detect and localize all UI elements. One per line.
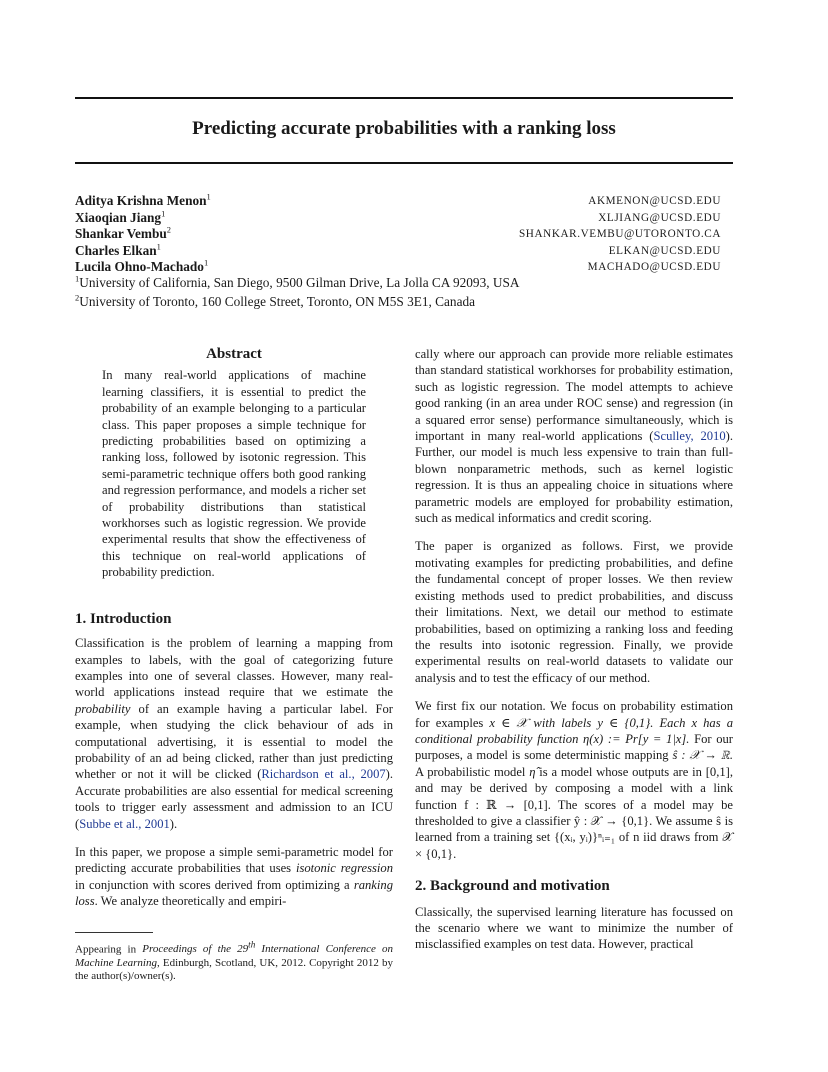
abstract-heading: Abstract (206, 346, 262, 362)
author-name: Lucila Ohno-Machado$^1$ (75, 257, 209, 274)
author-email[interactable]: SHANKAR.VEMBU@UTORONTO.CA (518, 228, 721, 240)
author-name: Shankar Vembu$^2$ (75, 224, 172, 241)
author-name: Aditya Krishna Menon$^1$ (75, 191, 211, 208)
affiliation-1: $^1$University of California, San Diego, 9500 Gilman Drive, La Jolla CA 92093, USA (75, 273, 520, 290)
citation-link[interactable]: Subbe et al., 2001 (79, 816, 170, 831)
right-column (415, 346, 733, 953)
author-row (75, 259, 733, 276)
intro-paragraph-4: The paper is organized as follows. First, we provide motivating examples for predicting probabilities, and define the fundamental concept of proper losses. We then review existing methods used to predict probabilities, and discuss their limitations. Next, we detail our method to estimate probabilities, based on optimizing a ranking loss and feeding the results into isotonic regression. Finally, we provide experimental results on real-world datasets to validate our analysis and to test the efficacy of our method. (415, 539, 733, 685)
section-heading-introduction: 1. Introduction (75, 610, 172, 627)
author-email[interactable]: MACHADO@UCSD.EDU (587, 261, 721, 273)
citation-link[interactable]: Sculley, 2010 (653, 429, 726, 444)
citation-link[interactable]: Richardson et al., 2007 (261, 767, 386, 782)
title-rule-top (75, 97, 733, 99)
intro-paragraph-1: Classification is the problem of learning a mapping from examples to labels, with the goal of categorizing future examples into one of several classes. However, many real-world applications instead require that we estimate the probability of an example having a particular label. For example, when studying the click behaviour of ads in computational advertising, it is essential to model the probability of an ad being clicked, rather than just predicting whether or not it will be clicked (Richardson et al., 2007). Accurate probabilities are also essential for medical screening tools to trigger early assessment and admission to an ICU (Subbe et al., 2001). (75, 636, 394, 831)
affiliation-2: $^2$University of Toronto, 160 College Street, Toronto, ON M5S 3E1, Canada (75, 292, 476, 309)
intro-paragraph-3: cally where our approach can provide more reliable estimates than standard statistical workhorses for probability estimation, such as logistic regression. The model attempts to achieve good ranking (in an area under ROC sense) and regression (in a squared error sense) performance simultaneously, which is important in many real-world applications (Sculley, 2010). Further, our model is much less expensive to train than full-blown nonparametric methods, such as kernel logistic regression. It is thus an appealing choice in situations where parametric models are employed for probability estimation, such as medical informatics and credit scoring. (415, 347, 733, 526)
author-row (75, 193, 733, 210)
abstract-text: In many real-world applications of machine learning classifiers, it is essential to predict the probability of an example belonging to a particular class. This paper proposes a simple technique for predicting probabilities based on optimizing a ranking loss, followed by isotonic regression. This semi-parametric technique offers both good ranking and regression performance, and models a richer set of probability distributions than statistical workhorses such as logistic regression. We provide experimental results that show the effectiveness of this technique on real-world applications of probability prediction. (102, 368, 366, 580)
author-name: Xiaoqian Jiang$^1$ (75, 208, 166, 225)
author-email[interactable]: XLJIANG@UCSD.EDU (598, 211, 721, 224)
intro-paragraph-2: In this paper, we propose a simple semi-parametric model for predicting accurate probabilities that uses isotonic regression in conjunction with scores derived from optimizing a ranking loss. We analyze theoretically and empiri- (75, 844, 393, 909)
author-email[interactable]: ELKAN@UCSD.EDU (608, 244, 721, 257)
footnote-rule (75, 932, 153, 933)
author-list (75, 193, 733, 276)
title-rule-bottom (75, 162, 733, 164)
author-name: Charles Elkan$^1$ (75, 241, 161, 258)
left-column (75, 346, 393, 984)
background-paragraph-1: Classically, the supervised learning literature has focussed on the scenario where we want to minimize the number of misclassified examples on test data. However, practical (415, 904, 733, 952)
section-heading-background: 2. Background and motivation (415, 878, 610, 895)
author-row (75, 226, 733, 243)
author-row (75, 243, 733, 260)
author-email[interactable]: AKMENON@UCSD.EDU (588, 195, 721, 207)
footnote: Appearing in Proceedings of the 29th International Conference on Machine Learning, Edinburgh, Scotland, UK, 2012. Copyright 2012 by the author(s)/owner(s). (75, 939, 394, 983)
notation-paragraph: We first fix our notation. We focus on probability estimation for examples x ∈ 𝒳 with labels y ∈ {0,1}. Each x has a conditional probability function η(x) := Pr[y = 1|x]. For our purposes, a model is some deterministic mapping ŝ : 𝒳 → ℝ. A probabilistic model η̂ is a model whose outputs are in [0,1], and may be derived by composing a model with a link function f : ℝ → [0,1]. The scores of a model may be thresholded to give a classifier ŷ : 𝒳 → {0,1}. We assume ŝ is learned from a training set {(xᵢ, yᵢ)}ⁿᵢ₌₁ of n iid draws from 𝒳 × {0,1}. (415, 699, 733, 861)
paper-title: Predicting accurate probabilities with a ranking loss (192, 118, 616, 139)
author-row (75, 210, 733, 227)
